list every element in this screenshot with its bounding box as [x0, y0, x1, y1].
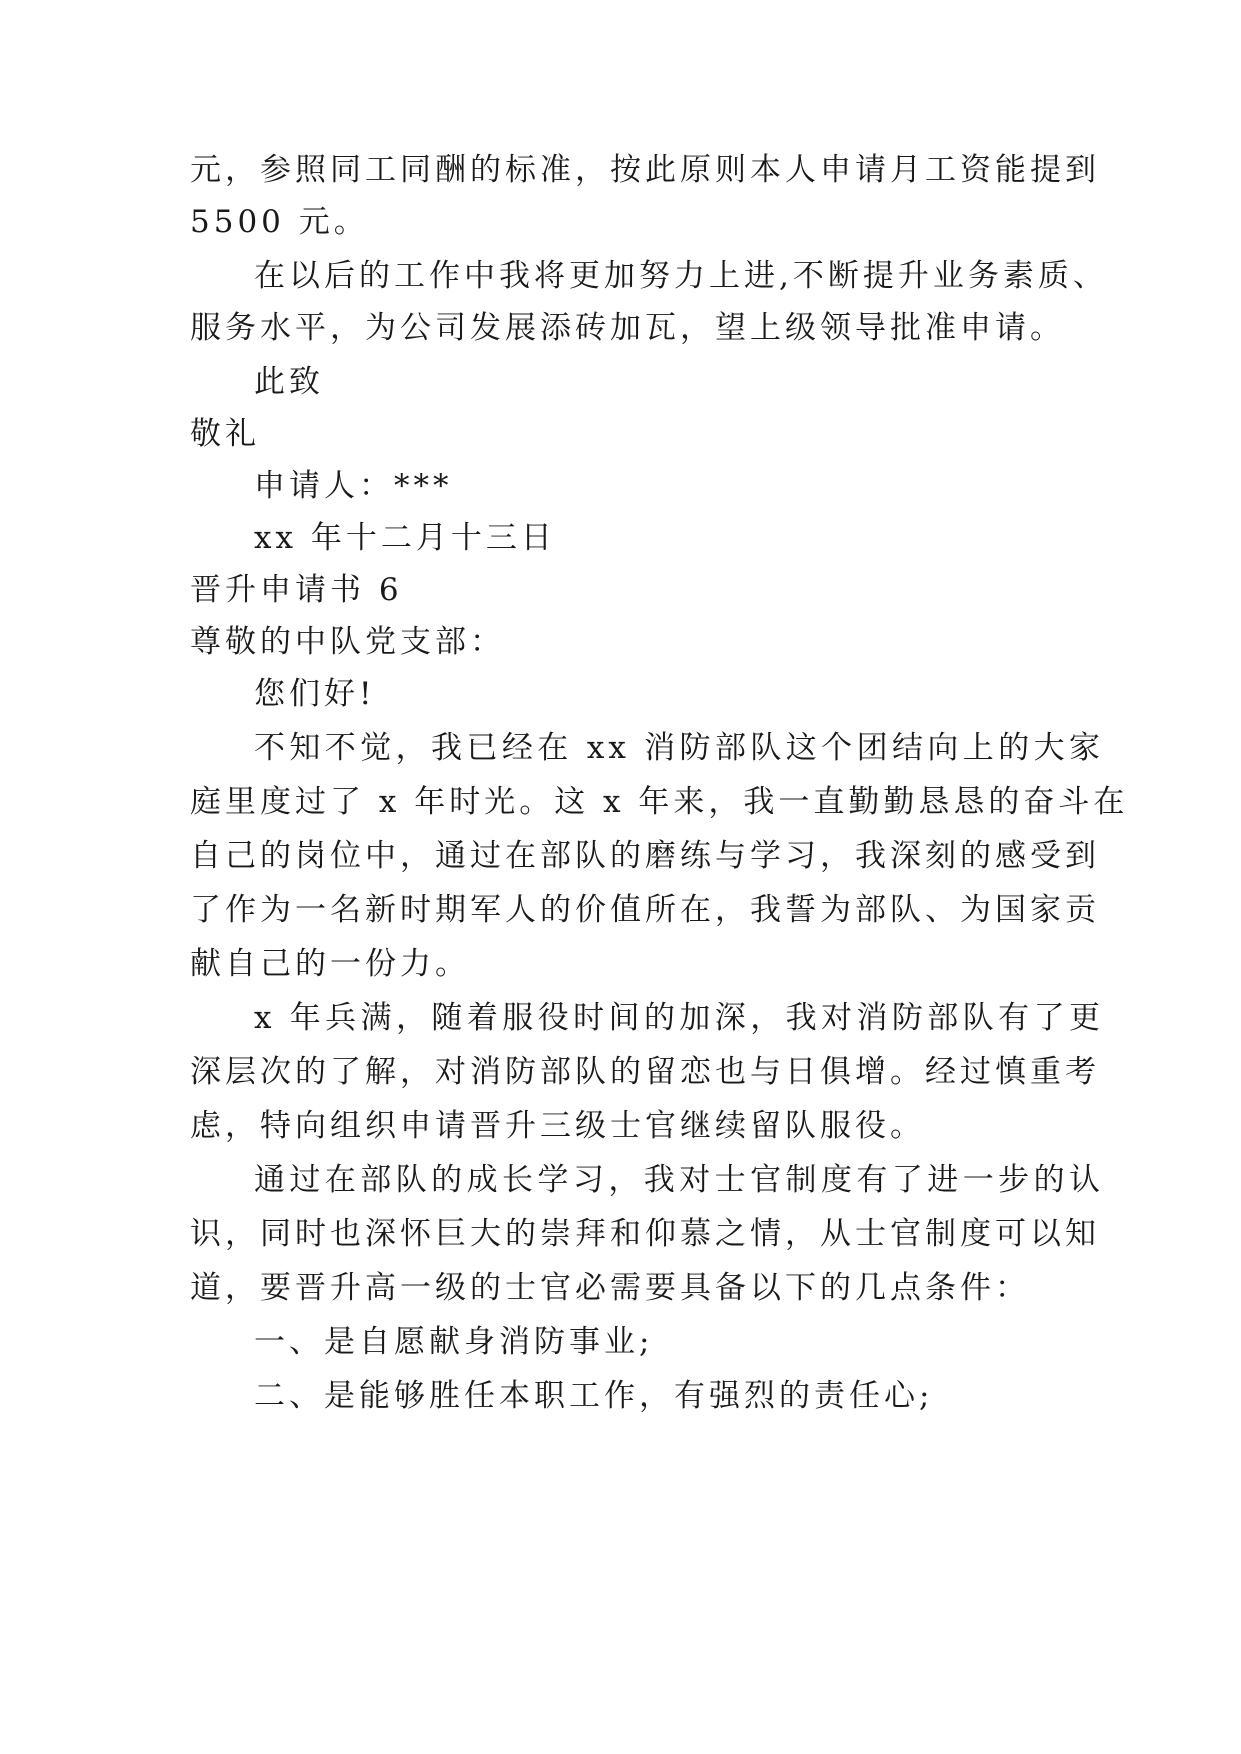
text-line: x 年兵满，随着服役时间的加深，我对消防部队有了更: [254, 1000, 1104, 1036]
text-line: 敬礼: [190, 416, 260, 452]
text-line: 晋升申请书 6: [190, 572, 403, 608]
text-line: 自己的岗位中，通过在部队的磨练与学习，我深刻的感受到: [190, 838, 1100, 874]
text-line: 了作为一名新时期军人的价值所在，我誓为部队、为国家贡: [190, 892, 1100, 928]
text-line: 庭里度过了 x 年时光。这 x 年来，我一直勤勤恳恳的奋斗在: [190, 784, 1129, 820]
text-line: 申请人：***: [254, 468, 453, 504]
text-line: 通过在部队的成长学习，我对士官制度有了进一步的认: [254, 1162, 1104, 1198]
text-line: 献自己的一份力。: [190, 946, 470, 982]
text-line: 深层次的了解，对消防部队的留恋也与日俱增。经过慎重考: [190, 1054, 1100, 1090]
text-line: 尊敬的中队党支部：: [190, 624, 505, 660]
text-line: xx 年十二月十三日: [254, 520, 556, 556]
text-line: 虑，特向组织申请晋升三级士官继续留队服役。: [190, 1108, 925, 1144]
text-line: 元，参照同工同酬的标准，按此原则本人申请月工资能提到: [190, 152, 1100, 188]
text-line: 此致: [254, 364, 324, 400]
text-line: 5500 元。: [190, 204, 369, 240]
text-line: 一、是自愿献身消防事业;: [254, 1324, 654, 1360]
text-line: 服务水平，为公司发展添砖加瓦，望上级领导批准申请。: [190, 310, 1065, 346]
text-line: 道，要晋升高一级的士官必需要具备以下的几点条件：: [190, 1270, 1030, 1306]
text-line: 在以后的工作中我将更加努力上进,不断提升业务素质、: [254, 258, 1108, 294]
text-line: 不知不觉，我已经在 xx 消防部队这个团结向上的大家: [254, 730, 1104, 766]
text-line: 二、是能够胜任本职工作，有强烈的责任心;: [254, 1378, 934, 1414]
text-line: 您们好!: [254, 676, 376, 712]
text-line: 识，同时也深怀巨大的崇拜和仰慕之情，从士官制度可以知: [190, 1216, 1100, 1252]
